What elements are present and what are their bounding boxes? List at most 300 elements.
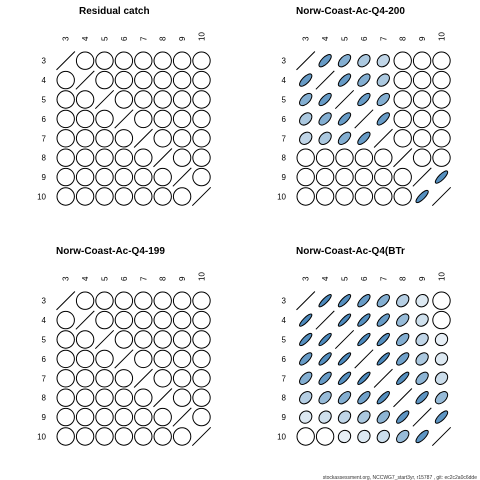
correlation-cell xyxy=(352,165,377,190)
correlation-cell xyxy=(413,331,430,348)
correlation-cell xyxy=(410,107,435,132)
column-label: 8 xyxy=(398,36,408,41)
correlation-cell xyxy=(336,111,352,127)
column-label: 7 xyxy=(379,36,389,41)
correlation-cell xyxy=(95,90,113,108)
correlation-cell xyxy=(112,48,137,73)
panel-4 xyxy=(277,246,454,449)
correlation-cell xyxy=(170,184,195,209)
correlation-cell xyxy=(410,145,435,170)
correlation-cell xyxy=(293,184,318,209)
row-label: 4 xyxy=(281,76,286,86)
correlation-cell xyxy=(170,145,195,170)
column-label: 5 xyxy=(100,276,110,281)
panel-title: Residual catch xyxy=(79,6,150,17)
panel-title: Norw-Coast-Ac-Q4(BTr xyxy=(296,246,405,257)
correlation-cell xyxy=(395,409,411,425)
correlation-cell xyxy=(189,145,214,170)
correlation-cell xyxy=(371,145,396,170)
column-label: 7 xyxy=(139,276,149,281)
correlation-cell xyxy=(390,107,415,132)
correlation-cell xyxy=(336,428,353,445)
correlation-cell xyxy=(131,405,156,430)
correlation-cell xyxy=(150,347,175,372)
correlation-cell xyxy=(95,330,113,348)
correlation-cell xyxy=(317,53,333,69)
correlation-cell xyxy=(150,48,175,73)
column-label: 8 xyxy=(158,276,168,281)
row-label: 9 xyxy=(41,173,46,183)
correlation-cell xyxy=(150,424,175,449)
correlation-cell xyxy=(189,288,214,313)
footer-caption: stockassessment.org, NCCWG7_start3yr, r15787 , git: ec2c2a0c6dde xyxy=(322,475,477,480)
column-label: 7 xyxy=(139,36,149,41)
correlation-cell xyxy=(316,311,334,329)
correlation-cell xyxy=(92,385,117,410)
column-label: 9 xyxy=(178,36,188,41)
correlation-cell xyxy=(112,366,137,391)
correlation-cell xyxy=(317,389,334,406)
correlation-cell xyxy=(92,126,117,151)
row-label: 10 xyxy=(37,192,46,202)
correlation-cell xyxy=(352,145,377,170)
row-label: 8 xyxy=(281,393,286,403)
correlation-cell xyxy=(189,347,214,372)
correlation-cell xyxy=(293,145,318,170)
correlation-cell xyxy=(429,48,454,73)
correlation-cell xyxy=(134,369,152,387)
correlation-cell xyxy=(170,48,195,73)
correlation-cell xyxy=(53,366,78,391)
correlation-cell xyxy=(410,48,435,73)
correlation-cell xyxy=(170,385,195,410)
correlation-cell xyxy=(355,428,372,445)
correlation-cell xyxy=(150,184,175,209)
correlation-cell xyxy=(337,293,353,309)
column-label: 3 xyxy=(61,276,71,281)
row-label: 6 xyxy=(281,114,286,124)
row-label: 10 xyxy=(277,432,286,442)
correlation-cell xyxy=(150,68,175,93)
correlation-cell xyxy=(336,130,353,147)
correlation-cell xyxy=(73,184,98,209)
correlation-cell xyxy=(112,405,137,430)
correlation-cell xyxy=(192,427,210,445)
correlation-cell xyxy=(53,347,78,372)
correlation-cell xyxy=(429,308,454,333)
correlation-cell xyxy=(170,366,195,391)
correlation-cell xyxy=(53,385,78,410)
correlation-cell xyxy=(189,385,214,410)
correlation-cell xyxy=(293,165,318,190)
correlation-cell xyxy=(332,184,357,209)
correlation-cell xyxy=(394,312,411,329)
correlation-cell xyxy=(376,351,391,366)
correlation-cell xyxy=(313,165,338,190)
correlation-cell xyxy=(394,292,411,309)
correlation-cell xyxy=(170,68,195,93)
correlation-cell xyxy=(332,145,357,170)
correlation-cell xyxy=(434,169,450,185)
row-label: 7 xyxy=(281,374,286,384)
correlation-cell xyxy=(53,308,78,333)
column-label: 7 xyxy=(379,276,389,281)
correlation-cell xyxy=(189,68,214,93)
column-label: 4 xyxy=(321,36,331,41)
row-label: 5 xyxy=(41,95,46,105)
correlation-cell xyxy=(429,87,454,112)
correlation-cell xyxy=(112,184,137,209)
correlation-cell xyxy=(337,312,352,327)
correlation-cell xyxy=(317,130,334,147)
correlation-cell xyxy=(73,126,98,151)
correlation-cell xyxy=(394,149,412,167)
correlation-cell xyxy=(394,428,411,445)
correlation-cell xyxy=(413,168,431,186)
correlation-cell xyxy=(414,189,430,205)
correlation-cell xyxy=(150,288,175,313)
correlation-cell xyxy=(73,165,98,190)
correlation-cell xyxy=(92,405,117,430)
correlation-cell xyxy=(394,331,411,348)
correlation-cell xyxy=(376,390,392,406)
correlation-cell xyxy=(73,385,98,410)
correlation-cell xyxy=(189,405,214,430)
row-label: 4 xyxy=(41,316,46,326)
correlation-cell xyxy=(298,312,313,327)
correlation-cell xyxy=(375,409,392,426)
correlation-cell xyxy=(429,126,454,151)
correlation-cell xyxy=(112,87,137,112)
correlation-cell xyxy=(112,126,137,151)
row-label: 6 xyxy=(281,354,286,364)
correlation-cell xyxy=(317,111,334,128)
correlation-cell xyxy=(134,129,152,147)
correlation-cell xyxy=(170,107,195,132)
correlation-cell xyxy=(53,405,78,430)
correlation-cell xyxy=(336,72,352,88)
correlation-cell xyxy=(112,145,137,170)
correlation-cell xyxy=(375,111,391,127)
correlation-cell xyxy=(150,366,175,391)
correlation-cell xyxy=(57,292,75,310)
correlation-cell xyxy=(92,165,117,190)
correlation-cell xyxy=(154,149,172,167)
correlation-cell xyxy=(414,370,431,387)
column-label: 4 xyxy=(321,276,331,281)
correlation-cell xyxy=(293,424,318,449)
correlation-cell xyxy=(355,350,373,368)
correlation-cell xyxy=(170,288,195,313)
correlation-cell xyxy=(53,68,78,93)
correlation-cell xyxy=(131,48,156,73)
correlation-cell xyxy=(76,311,94,329)
correlation-cell xyxy=(374,369,392,387)
correlation-cell xyxy=(313,145,338,170)
correlation-cell xyxy=(53,126,78,151)
column-label: 10 xyxy=(197,32,207,41)
panel-2 xyxy=(277,6,454,209)
correlation-cell xyxy=(356,371,371,386)
correlation-cell xyxy=(53,424,78,449)
row-label: 3 xyxy=(281,296,286,306)
correlation-cell xyxy=(53,145,78,170)
correlation-cell xyxy=(73,288,98,313)
correlation-cell xyxy=(112,424,137,449)
correlation-cell xyxy=(410,87,435,112)
correlation-cell xyxy=(316,71,334,89)
column-label: 9 xyxy=(418,36,428,41)
correlation-cell xyxy=(317,332,332,347)
correlation-cell xyxy=(189,165,214,190)
correlation-cell xyxy=(53,87,78,112)
correlation-cell xyxy=(112,288,137,313)
correlation-cell xyxy=(413,408,431,426)
correlation-cell xyxy=(429,68,454,93)
correlation-cell xyxy=(53,184,78,209)
correlation-cell xyxy=(131,107,156,132)
correlation-cell xyxy=(356,312,372,328)
correlation-cell xyxy=(375,292,392,309)
row-label: 6 xyxy=(41,354,46,364)
correlation-cell xyxy=(189,308,214,333)
column-label: 5 xyxy=(340,276,350,281)
correlation-cell xyxy=(429,107,454,132)
column-label: 9 xyxy=(178,276,188,281)
correlation-cell xyxy=(112,165,137,190)
correlation-cell xyxy=(429,288,454,313)
correlation-cell xyxy=(92,424,117,449)
column-label: 10 xyxy=(437,32,447,41)
correlation-cell xyxy=(173,168,191,186)
correlation-cell xyxy=(375,312,391,328)
correlation-cell xyxy=(317,293,332,308)
correlation-cell xyxy=(414,390,430,406)
correlation-cell xyxy=(92,68,117,93)
correlation-cell xyxy=(150,107,175,132)
row-label: 7 xyxy=(41,374,46,384)
correlation-cell xyxy=(170,308,195,333)
correlation-cell xyxy=(73,327,98,352)
correlation-cell xyxy=(297,91,314,108)
correlation-cell xyxy=(192,187,210,205)
correlation-cell xyxy=(413,311,430,328)
correlation-cell xyxy=(376,332,392,348)
correlation-cell xyxy=(189,87,214,112)
row-label: 5 xyxy=(281,335,286,345)
row-label: 5 xyxy=(281,95,286,105)
correlation-cell xyxy=(297,52,315,70)
panel-3 xyxy=(37,246,214,449)
correlation-cell xyxy=(390,87,415,112)
correlation-cell xyxy=(154,389,172,407)
correlation-cell xyxy=(395,371,411,387)
correlation-cell xyxy=(336,408,353,425)
correlation-cell xyxy=(150,165,175,190)
row-label: 3 xyxy=(281,56,286,66)
correlation-cell xyxy=(355,409,372,426)
correlation-cell xyxy=(390,184,415,209)
panel-1 xyxy=(37,6,214,209)
correlation-cell xyxy=(92,366,117,391)
row-label: 5 xyxy=(41,335,46,345)
correlation-cell xyxy=(432,187,450,205)
correlation-cell xyxy=(150,327,175,352)
correlation-cell xyxy=(337,351,352,366)
correlation-cell xyxy=(112,327,137,352)
correlation-cell xyxy=(356,332,371,347)
correlation-cell xyxy=(356,72,373,89)
correlation-cell xyxy=(434,409,450,425)
correlation-cell xyxy=(150,405,175,430)
column-label: 3 xyxy=(301,276,311,281)
correlation-cell xyxy=(374,129,392,147)
correlation-cell xyxy=(298,332,314,348)
correlation-cell xyxy=(355,110,373,128)
correlation-cell xyxy=(298,351,314,367)
correlation-cell xyxy=(356,91,372,107)
correlation-cell xyxy=(337,371,353,387)
correlation-cell xyxy=(150,308,175,333)
row-label: 4 xyxy=(41,76,46,86)
column-label: 4 xyxy=(81,276,91,281)
correlation-cell xyxy=(73,405,98,430)
correlation-cell xyxy=(189,48,214,73)
column-label: 6 xyxy=(359,276,369,281)
correlation-cell xyxy=(332,165,357,190)
correlation-cell xyxy=(432,427,450,445)
correlation-cell xyxy=(112,385,137,410)
correlation-cell xyxy=(336,52,353,69)
correlation-cell xyxy=(433,350,450,367)
correlation-cell xyxy=(317,351,333,367)
column-label: 6 xyxy=(359,36,369,41)
row-label: 3 xyxy=(41,56,46,66)
row-label: 10 xyxy=(37,432,46,442)
correlation-cell xyxy=(76,71,94,89)
correlation-cell xyxy=(131,327,156,352)
correlation-cell xyxy=(73,424,98,449)
correlation-cell xyxy=(131,184,156,209)
correlation-cell xyxy=(414,429,430,445)
row-label: 4 xyxy=(281,316,286,326)
correlation-cell xyxy=(352,184,377,209)
correlation-cell xyxy=(92,145,117,170)
column-label: 3 xyxy=(301,36,311,41)
correlation-cell xyxy=(356,293,372,309)
correlation-cell xyxy=(371,184,396,209)
correlation-cell xyxy=(371,165,396,190)
correlation-cell xyxy=(73,366,98,391)
correlation-cell xyxy=(297,130,314,147)
correlation-cell xyxy=(115,350,133,368)
correlation-cell xyxy=(131,288,156,313)
correlation-cell xyxy=(53,165,78,190)
correlation-cell xyxy=(170,126,195,151)
correlation-cell xyxy=(410,68,435,93)
correlation-cell xyxy=(150,126,175,151)
correlation-cell xyxy=(297,110,314,127)
correlation-cell xyxy=(73,87,98,112)
correlation-cell xyxy=(297,408,314,425)
correlation-cell xyxy=(73,48,98,73)
correlation-cell xyxy=(131,87,156,112)
row-label: 8 xyxy=(281,153,286,163)
correlation-cell xyxy=(131,165,156,190)
row-label: 9 xyxy=(41,413,46,423)
correlation-cell xyxy=(92,48,117,73)
correlation-cell xyxy=(390,68,415,93)
column-label: 10 xyxy=(437,272,447,281)
correlation-cell xyxy=(131,145,156,170)
correlation-cell xyxy=(112,68,137,93)
correlation-cell xyxy=(131,308,156,333)
correlation-cell xyxy=(112,308,137,333)
correlation-cell xyxy=(189,327,214,352)
correlation-cell xyxy=(335,90,353,108)
correlation-cell xyxy=(57,52,75,70)
correlation-cell xyxy=(173,408,191,426)
correlation-cell xyxy=(390,165,415,190)
correlation-cell xyxy=(298,72,314,88)
column-label: 8 xyxy=(158,36,168,41)
panel-title: Norw-Coast-Ac-Q4-200 xyxy=(296,6,405,17)
correlation-cell xyxy=(53,327,78,352)
column-label: 6 xyxy=(119,276,129,281)
correlation-cell xyxy=(335,330,353,348)
correlation-cell xyxy=(170,87,195,112)
correlation-cell xyxy=(131,68,156,93)
correlation-cell xyxy=(433,370,450,387)
correlation-cell xyxy=(170,424,195,449)
row-label: 8 xyxy=(41,153,46,163)
correlation-cell xyxy=(433,389,450,406)
correlation-cell xyxy=(317,370,333,386)
correlation-cell xyxy=(356,130,372,146)
correlation-cell xyxy=(189,126,214,151)
correlation-cell xyxy=(375,91,392,108)
correlation-cell xyxy=(189,107,214,132)
panel-title: Norw-Coast-Ac-Q4-199 xyxy=(56,246,165,257)
column-label: 9 xyxy=(418,276,428,281)
correlation-cell xyxy=(395,351,411,367)
correlation-cell xyxy=(356,390,372,406)
correlation-cell xyxy=(53,107,78,132)
correlation-cell xyxy=(313,424,338,449)
correlation-cell xyxy=(375,52,392,69)
panel-group xyxy=(37,6,454,449)
column-label: 10 xyxy=(197,272,207,281)
correlation-cell xyxy=(73,347,98,372)
row-label: 10 xyxy=(277,192,286,202)
correlation-cell xyxy=(150,87,175,112)
correlation-cell xyxy=(390,126,415,151)
column-label: 8 xyxy=(398,276,408,281)
correlation-cell xyxy=(433,331,450,348)
correlation-cell xyxy=(170,347,195,372)
correlation-cell xyxy=(92,107,117,132)
correlation-cell xyxy=(92,184,117,209)
row-label: 3 xyxy=(41,296,46,306)
correlation-cell xyxy=(131,424,156,449)
correlation-cell xyxy=(73,145,98,170)
correlation-cell xyxy=(297,370,314,387)
correlation-cell xyxy=(297,389,314,406)
row-label: 8 xyxy=(41,393,46,403)
correlation-cell xyxy=(92,308,117,333)
column-label: 3 xyxy=(61,36,71,41)
correlation-cell xyxy=(316,408,333,425)
